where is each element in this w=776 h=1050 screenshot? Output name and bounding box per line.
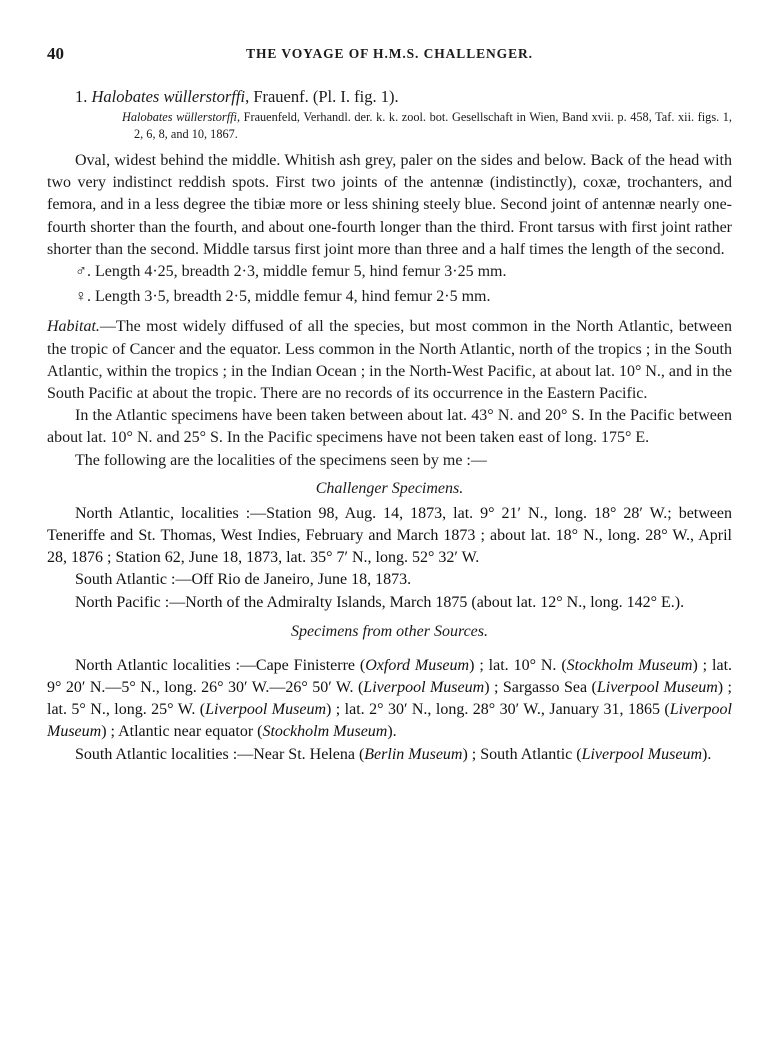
challenger-north-pacific: North Pacific :—North of the Admiralty Islands, March 1875 (about lat. 12° N., long. 142° E.). <box>75 593 685 611</box>
female-symbol: ♀. <box>75 288 91 306</box>
text-run: ) ; Sargasso Sea ( <box>484 679 597 697</box>
synonym-name: Halobates wüllerstorffi <box>122 110 237 124</box>
measurement-text: Length 3·5, breadth 2·5, middle femur 4, hind femur 2·5 mm. <box>95 288 491 306</box>
museum-name: Liverpool Museum <box>596 679 718 697</box>
text-run: North Atlantic localities :—Cape Finisterre ( <box>75 656 366 674</box>
description-paragraph: Oval, widest behind the middle. Whitish ash grey, paler on the sides and below. Back of the head with two very indistinct reddish spots. First two joints of the antennæ (indistinctly), coxæ, trochanters, and femora, and in a less degree the tibiæ more or less shining steely blue. Second joint of antennæ nearly one-fourth shorter than the fourth, and about one-fourth longer than the third. Front tarsus with first joint rather shorter than the second. Middle tarsus first joint more than three and a half times the length of the second. <box>47 152 732 258</box>
male-symbol: ♂. <box>75 263 91 281</box>
challenger-heading: Challenger Specimens. <box>315 479 464 497</box>
other-sources-heading: Specimens from other Sources. <box>291 622 488 640</box>
species-number: 1. <box>75 87 88 106</box>
species-name: Halobates wüllerstorffi <box>91 87 246 106</box>
museum-name: Oxford Museum <box>365 656 470 674</box>
synonym-reference: , Frauenfeld, Verhandl. der. k. k. zool. bot. Gesellschaft in Wien, Band xvii. p. 458, Taf. xii. figs. 1, 2, 6, 8, and 10, 1867. <box>134 110 733 141</box>
range-paragraph: In the Atlantic specimens have been taken between about lat. 43° N. and 20° S. In the Pacific between about lat. 10° N. and 25° S. In the Pacific specimens have not been taken east of long. 175° E. <box>47 407 732 447</box>
museum-name: Stockholm Museum <box>262 723 388 741</box>
text-run: ) ; South Atlantic ( <box>462 745 582 763</box>
text-run: ) ; lat. 2° 30′ N., long. 28° 30′ W., January 31, 1865 ( <box>326 701 670 719</box>
challenger-north-atlantic: North Atlantic, localities :—Station 98, Aug. 14, 1873, lat. 9° 21′ N., long. 18° 28′ W.; between Teneriffe and St. Thomas, West Indies, February and March 1873 ; about lat. 18° N., long. 28° W., April 28, 1876 ; Station 62, June 18, 1873, lat. 35° 7′ N., long. 52° 32′ W. <box>47 504 732 567</box>
page-number: 40 <box>47 44 64 63</box>
localities-intro: The following are the localities of the specimens seen by me :— <box>75 451 487 469</box>
other-north-atlantic <box>47 655 732 744</box>
text-run: ). <box>387 723 397 741</box>
habitat-paragraph <box>47 316 732 405</box>
page-header <box>47 40 732 66</box>
species-author: , Frauenf. (Pl. I. fig. 1). <box>245 87 399 106</box>
challenger-south-atlantic: South Atlantic :—Off Rio de Janeiro, June 18, 1873. <box>75 571 412 589</box>
running-title: THE VOYAGE OF H.M.S. CHALLENGER. <box>246 46 533 61</box>
museum-name: Liverpool Museum <box>363 679 485 697</box>
text-run: ) ; lat. 9° 20′ N.—5° N., long. 26° 30′ W.—26° 50′ W. ( <box>47 656 733 697</box>
museum-name: Stockholm Museum <box>566 656 693 674</box>
habitat-label: Habitat. <box>47 318 100 336</box>
text-run: ). <box>702 745 712 763</box>
museum-name: Liverpool Museum <box>47 701 732 741</box>
museum-name: Liverpool Museum <box>205 701 326 719</box>
species-heading <box>47 87 732 107</box>
other-south-atlantic <box>47 744 732 766</box>
text-run: ) ; lat. 10° N. ( <box>469 656 567 674</box>
text-run: South Atlantic localities :—Near St. Helena ( <box>75 745 365 763</box>
synonym-citation <box>47 109 732 143</box>
measurement-male <box>47 261 732 283</box>
text-run: ) ; Atlantic near equator ( <box>101 723 263 741</box>
measurement-text: Length 4·25, breadth 2·3, middle femur 5, hind femur 3·25 mm. <box>95 263 507 281</box>
museum-name: Liverpool Museum <box>581 745 703 763</box>
page <box>47 40 732 766</box>
measurement-female <box>47 286 732 308</box>
text-run: ) ; lat. 5° N., long. 25° W. ( <box>47 679 733 719</box>
habitat-text: —The most widely diffused of all the species, but most common in the North Atlantic, between the tropic of Cancer and the equator. Less common in the North Atlantic, north of the tropics ; in the South Atlantic, within the tropics ; in the Indian Ocean ; in the North-West Pacific, at about lat. 10° N., and in the South Pacific at about the tropic. There are no records of its occurrence in the Eastern Pacific. <box>47 318 732 403</box>
museum-name: Berlin Museum <box>364 745 463 763</box>
